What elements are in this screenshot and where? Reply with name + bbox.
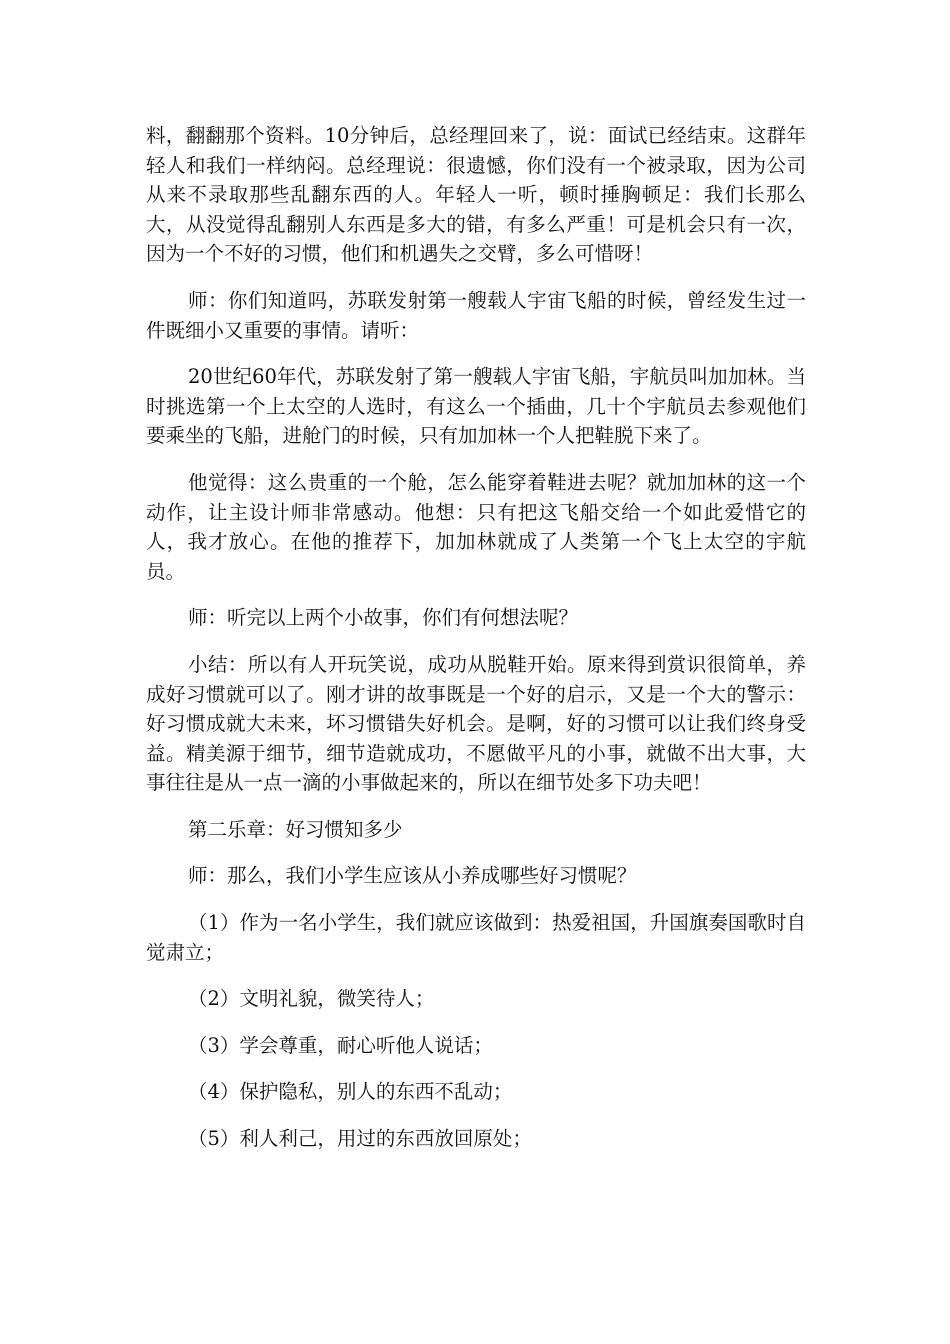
paragraph-story-ending: 料，翻翻那个资料。10分钟后，总经理回来了，说：面试已经结束。这群年轻人和我们一样纳闷。总经理说：很遗憾，你们没有一个被录取，因为公司从来不录取那些乱翻东西的人。年轻人一听，顿时捶胸顿足：我们长那么大，从没觉得乱翻别人东西是多大的错，有多么严重！可是机会只有一次，因为一个不好的习惯，他们和机遇失之交臂，多么可惜呀！ [146,124,806,266]
paragraph-teacher-question: 师：听完以上两个小故事，你们有何想法呢？ [188,606,579,630]
list-item-habit-2: （2）文明礼貌，微笑待人； [188,987,435,1011]
list-item-habit-1: （1）作为一名小学生，我们就应该做到：热爱祖国，升国旗奏国歌时自觉肃立； [146,911,806,964]
paragraph-teacher-intro: 师：你们知道吗，苏联发射第一艘载人宇宙飞船的时候，曾经发生过一件既细小又重要的事情。请听： [146,288,806,342]
paragraph-gagarin-thought: 他觉得：这么贵重的一个舱，怎么能穿着鞋进去呢？就加加林的这一个动作，让主设计师非常感动。他想：只有把这飞船交给一个如此爱惜它的人，我才放心。在他的推荐下，加加林就成了人类第一个飞上太空的宇航员。 [146,470,806,583]
list-item-habit-3: （3）学会尊重，耐心听他人说话； [188,1033,493,1057]
paragraph-gagarin-story: 20世纪60年代，苏联发射了第一艘载人宇宙飞船，宇航员叫加加林。当时挑选第一个上太空的人选时，有这么一个插曲，几十个宇航员去参观他们要乘坐的飞船，进舱门的时候，只有加加林一个人把鞋脱下来了。 [146,365,806,448]
list-item-habit-4: （4）保护隐私，别人的东西不乱动； [188,1080,513,1104]
document-page [146,121,806,1171]
section-heading: 第二乐章：好习惯知多少 [188,817,403,841]
paragraph-summary: 小结：所以有人开玩笑说，成功从脱鞋开始。原来得到赏识很简单，养成好习惯就可以了。刚才讲的故事既是一个好的启示，又是一个大的警示：好习惯成就大未来，坏习惯错失好机会。是啊，好的习惯可以让我们终身受益。精美源于细节，细节造就成功，不愿做平凡的小事，就做不出大事，大事往往是从一点一滴的小事做起来的，所以在细节处多下功夫吧！ [146,652,806,795]
list-item-habit-5: （5）利人利己，用过的东西放回原处； [188,1127,532,1151]
paragraph-teacher-habits-question: 师：那么，我们小学生应该从小养成哪些好习惯呢？ [188,864,637,888]
